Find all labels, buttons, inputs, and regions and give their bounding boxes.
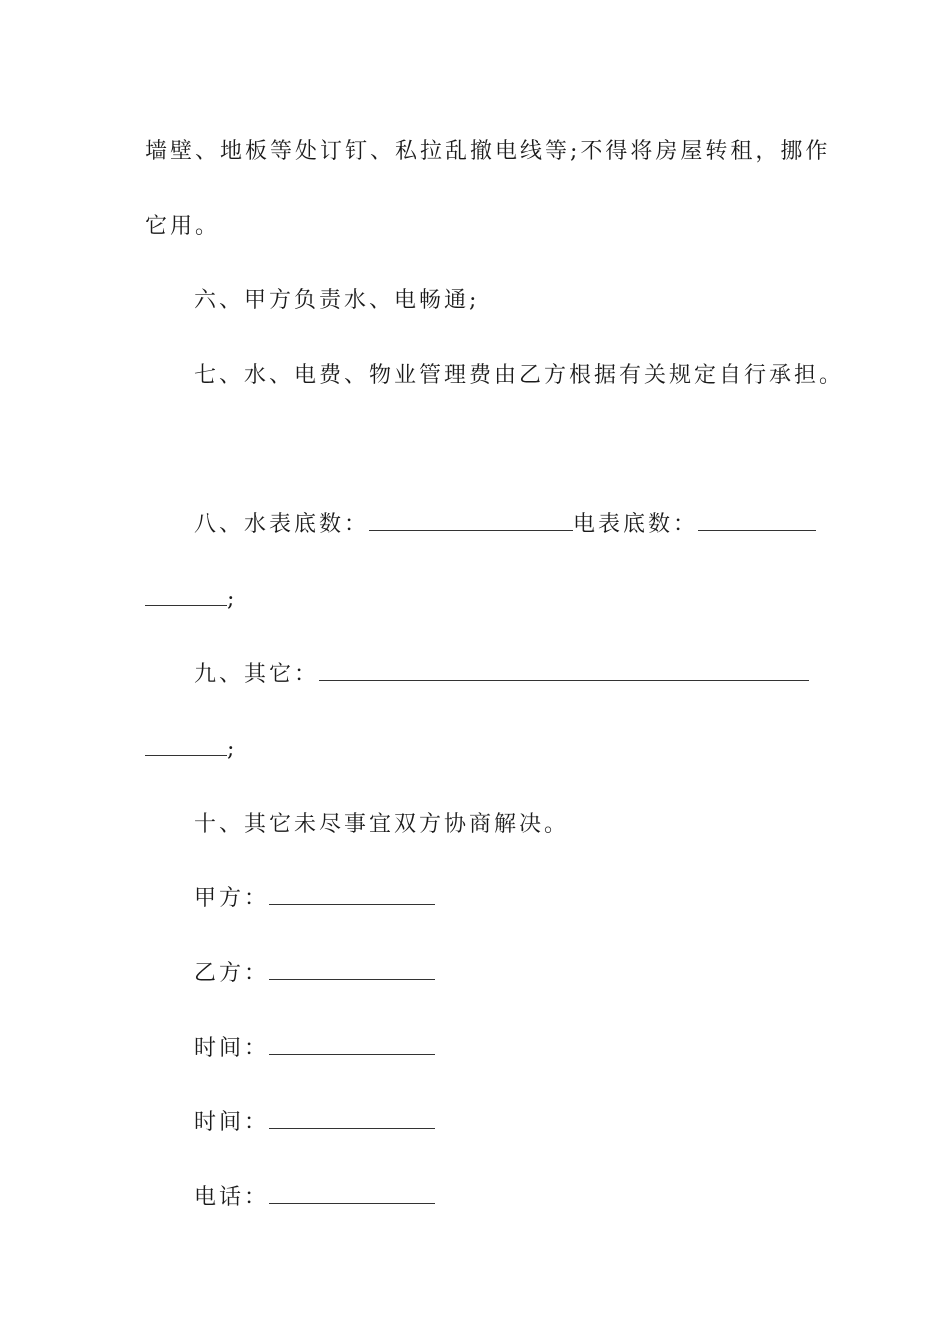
- electric-meter-blank[interactable]: [698, 512, 816, 531]
- clause-8-continuation: [145, 585, 237, 615]
- signature-party-b: [194, 959, 435, 989]
- party-a-label: 甲方：: [194, 886, 270, 911]
- clause-9-label: 九、其它：: [194, 662, 320, 687]
- electric-meter-label: 电表底数：: [573, 512, 699, 537]
- party-b-label: 乙方：: [194, 961, 270, 986]
- clause-7-text: 七、水、电费、物业管理费由乙方根据有关规定自行承担。: [194, 363, 845, 388]
- phone-label: 电话：: [194, 1185, 270, 1210]
- phone-blank[interactable]: [269, 1185, 435, 1204]
- signature-phone: [194, 1183, 435, 1213]
- water-meter-blank[interactable]: [369, 512, 573, 531]
- clause-8: [194, 510, 816, 540]
- clause-7: [194, 361, 844, 391]
- clause-10: [194, 810, 569, 840]
- water-meter-label: 八、水表底数：: [194, 512, 370, 537]
- clause-9-end: ;: [227, 737, 238, 762]
- party-b-blank[interactable]: [269, 961, 435, 980]
- signature-time-2: [194, 1108, 435, 1138]
- paragraph-text: 墙壁、地板等处订钉、私拉乱撤电线等;不得将房屋转租，挪作: [145, 139, 831, 164]
- time-1-label: 时间：: [194, 1036, 270, 1061]
- other-terms-blank-cont[interactable]: [145, 737, 227, 756]
- party-a-blank[interactable]: [269, 886, 435, 905]
- clause-9-continuation: [145, 735, 237, 765]
- time-1-blank[interactable]: [269, 1036, 435, 1055]
- time-2-label: 时间：: [194, 1110, 270, 1135]
- signature-time-1: [194, 1034, 435, 1064]
- clause-8-end: ;: [227, 587, 238, 612]
- paragraph-line: [145, 212, 220, 242]
- signature-party-a: [194, 884, 435, 914]
- paragraph-line: [145, 137, 830, 167]
- paragraph-text: 它用。: [145, 214, 221, 239]
- time-2-blank[interactable]: [269, 1110, 435, 1129]
- clause-9: [194, 660, 809, 690]
- other-terms-blank[interactable]: [319, 662, 809, 681]
- clause-10-text: 十、其它未尽事宜双方协商解决。: [194, 812, 570, 837]
- electric-meter-blank-cont[interactable]: [145, 587, 227, 606]
- clause-6-text: 六、甲方负责水、电畅通;: [194, 288, 480, 313]
- clause-6: [194, 286, 479, 316]
